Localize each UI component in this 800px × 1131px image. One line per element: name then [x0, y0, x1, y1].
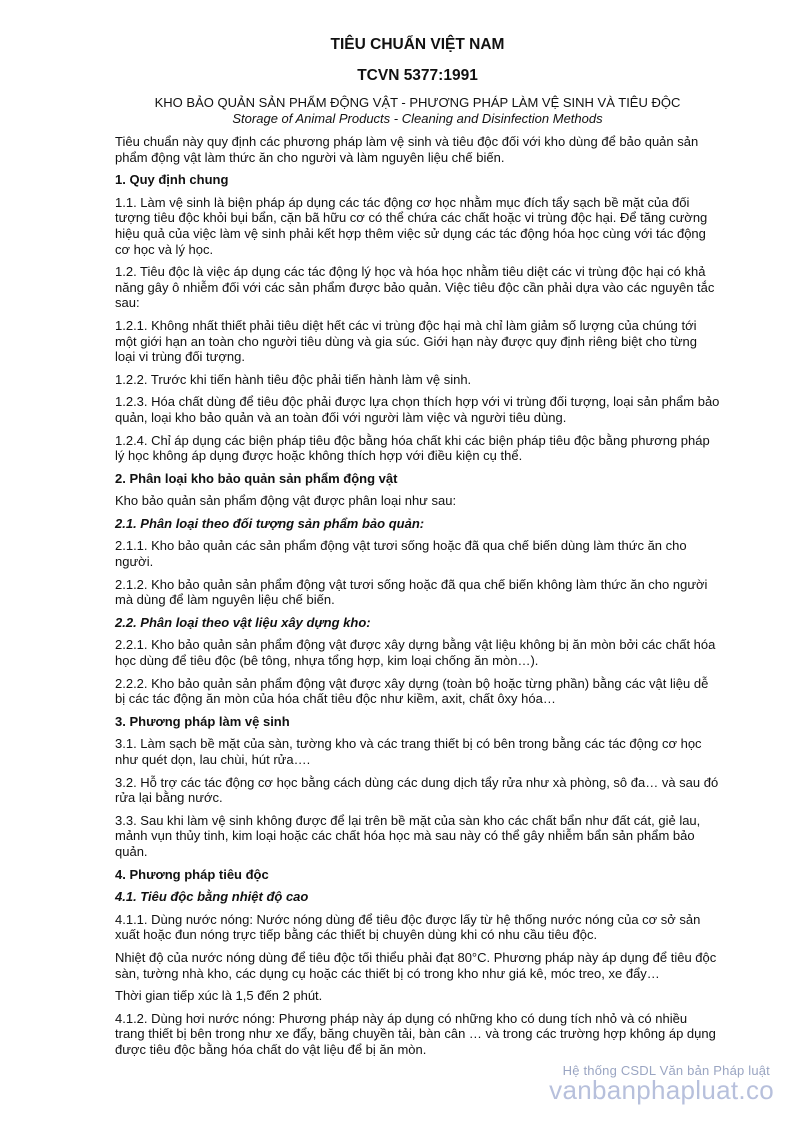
subsection-heading: 4.1. Tiêu độc bằng nhiệt độ cao: [115, 889, 309, 905]
standard-code: TCVN 5377:1991: [357, 67, 478, 84]
document-title: TIÊU CHUẨN VIỆT NAM: [330, 36, 505, 53]
document-subtitle-en: Storage of Animal Products - Cleaning and Disinfection Methods: [232, 111, 603, 126]
paragraph: 3.2. Hỗ trợ các tác động cơ học bằng cách dùng các dung dịch tẩy rửa như xà phòng, sô đa… và sau đó rửa lại bằng nước.: [115, 774, 719, 806]
paragraph: Nhiệt độ của nước nóng dùng để tiêu độc tối thiểu phải đạt 80°C. Phương pháp này áp dụng để tiêu độc sàn, tường nhà kho, các dụng cụ hoặc các thiết bị có trong kho như giá kê, móc treo, xe đẩy…: [115, 949, 717, 981]
paragraph: Thời gian tiếp xúc là 1,5 đến 2 phút.: [115, 988, 323, 1004]
paragraph: 1.2.3. Hóa chất dùng để tiêu độc phải được lựa chọn thích hợp với vi trùng đối tượng, loại sản phẩm bảo quản, loại kho bảo quản và an toàn đối với người làm việc và người tiêu dùng.: [115, 394, 720, 425]
paragraph: 1.2.4. Chỉ áp dụng các biện pháp tiêu độc bằng hóa chất khi các biện pháp tiêu độc bằng phương pháp lý học không áp dụng được hoặc không thích hợp với điều kiện cụ thể.: [115, 432, 710, 464]
subsection-heading: 2.2. Phân loại theo vật liệu xây dựng kho:: [115, 614, 371, 630]
paragraph: Kho bảo quản sản phẩm động vật được phân loại như sau:: [115, 493, 457, 509]
paragraph: 1.2.1. Không nhất thiết phải tiêu diệt hết các vi trùng độc hại mà chỉ làm giảm số lượng của chúng tới một giới hạn an toàn cho người tiêu dùng và gia súc. Giới hạn này được quy định riêng biệt cho từng loại vi trùng đối tượng.: [115, 317, 697, 365]
paragraph: 2.1.1. Kho bảo quản các sản phẩm động vật tươi sống hoặc đã qua chế biến dùng làm thức ăn cho người.: [115, 538, 687, 570]
paragraph: 2.2.1. Kho bảo quản sản phẩm động vật được xây dựng bằng vật liệu không bị ăn mòn bởi các chất hóa học dùng để tiêu độc (bê tông, nhựa tổng hợp, kim loại chống ăn mòn…).: [115, 637, 716, 669]
paragraph: 1.1. Làm vệ sinh là biện pháp áp dụng các tác động cơ học nhằm mục đích tẩy sạch bề mặt của đối tượng tiêu độc khỏi bụi bẩn, cặn bã hữu cơ có thể chứa các chất hoặc vi trùng độc hại. Để tăng cường hiệu quả của việc làm vệ sinh phải kết hợp thêm việc sử dụng các tác động hóa học cùng với tác động cơ học và lý học.: [115, 194, 708, 257]
subsection-heading: 2.1. Phân loại theo đối tượng sản phẩm bảo quản:: [115, 515, 425, 531]
section-heading: 1. Quy định chung: [115, 172, 229, 188]
document-subtitle-vi: KHO BẢO QUẢN SẢN PHẨM ĐỘNG VẬT - PHƯƠNG PHÁP LÀM VỆ SINH VÀ TIÊU ĐỘC: [154, 95, 681, 110]
paragraph: 3.3. Sau khi làm vệ sinh không được để lại trên bề mặt của sàn kho các chất bẩn như đất cát, giẻ lau, mảnh vụn thủy tinh, kim loại hoặc các chất hóa học mà sau này có thể gây nhiễm bẩn sản phẩm bảo quản.: [115, 812, 701, 859]
paragraph: 2.2.2. Kho bảo quản sản phẩm động vật được xây dựng (toàn bộ hoặc từng phần) bằng các vật liệu dễ bị các tác động ăn mòn của hóa chất tiêu độc như kiềm, axit, chất ôxy hóa…: [115, 675, 709, 707]
watermark-site: vanbanphapluat.co: [549, 1075, 774, 1105]
paragraph: 1.2. Tiêu độc là việc áp dụng các tác động lý học và hóa học nhằm tiêu diệt các vi trùng độc hại có khả năng gây ô nhiễm đối với các sản phẩm được bảo quản. Việc tiêu độc cần phải dựa vào các nguyên tắc sau:: [115, 264, 715, 311]
section-heading: 4. Phương pháp tiêu độc: [115, 866, 269, 882]
section-heading: 2. Phân loại kho bảo quản sản phẩm động vật: [115, 470, 398, 486]
document-page: [115, 36, 720, 1065]
paragraph: 4.1.2. Dùng hơi nước nóng: Phương pháp này áp dụng có những kho có dung tích nhỏ và có nhiều trang thiết bị bên trong như xe đẩy, băng chuyền tải, bàn cân … và trong các trường hợp không áp dụng được tiêu độc bằng hóa chất do vật liệu để bị ăn mòn.: [115, 1010, 716, 1057]
paragraph: 3.1. Làm sạch bề mặt của sàn, tường kho và các trang thiết bị có bên trong bằng các tác động cơ học như quét dọn, lau chùi, hút rửa….: [115, 736, 702, 767]
paragraph: 4.1.1. Dùng nước nóng: Nước nóng dùng để tiêu độc được lấy từ hệ thống nước nóng của cơ sở sản xuất hoặc đun nóng trực tiếp bằng các thiết bị chuyên dùng khi có nhu cầu tiêu độc.: [115, 911, 701, 943]
paragraph: Tiêu chuẩn này quy định các phương pháp làm vệ sinh và tiêu độc đối với kho dùng để bảo quản sản phẩm động vật làm thức ăn cho người và làm nguyên liệu chế biến.: [115, 134, 699, 165]
document-body: [115, 134, 720, 1058]
paragraph: 2.1.2. Kho bảo quản sản phẩm động vật tươi sống hoặc đã qua chế biến không làm thức ăn cho người mà dùng để làm nguyên liệu chế biến.: [115, 576, 708, 608]
watermark-caption: Hệ thống CSDL Văn bản Pháp luật: [562, 1063, 770, 1078]
paragraph: 1.2.2. Trước khi tiến hành tiêu độc phải tiến hành làm vệ sinh.: [115, 371, 472, 387]
section-heading: 3. Phương pháp làm vệ sinh: [115, 713, 290, 729]
